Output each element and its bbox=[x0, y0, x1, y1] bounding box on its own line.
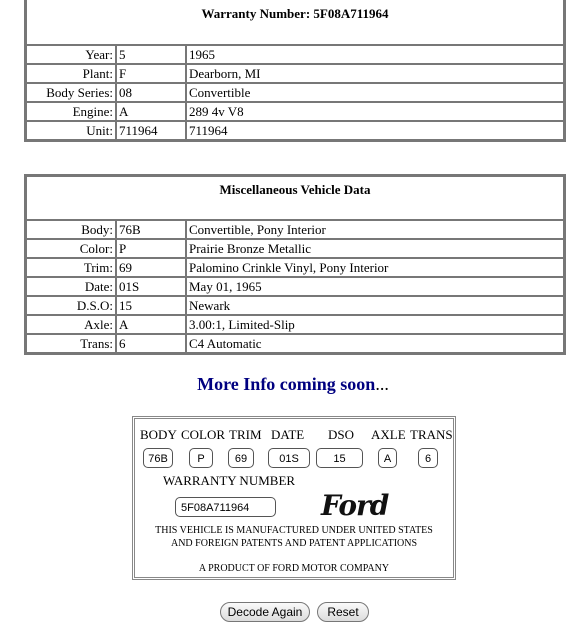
data-plate bbox=[132, 416, 456, 580]
table-row bbox=[26, 277, 564, 296]
table-row bbox=[26, 334, 564, 353]
row-label: Trans: bbox=[26, 334, 116, 353]
row-value: Newark bbox=[186, 296, 564, 315]
more-info-dots: ... bbox=[375, 374, 389, 394]
row-code: A bbox=[116, 102, 186, 121]
row-label: Year: bbox=[26, 45, 116, 64]
row-label: Plant: bbox=[26, 64, 116, 83]
row-value: 1965 bbox=[186, 45, 564, 64]
plate-product-line: A PRODUCT OF FORD MOTOR COMPANY bbox=[198, 563, 390, 574]
row-code: 08 bbox=[116, 83, 186, 102]
table-row bbox=[26, 220, 564, 239]
plate-value-trans: 6 bbox=[418, 448, 438, 468]
ford-logo: Ford bbox=[321, 489, 389, 522]
warranty-title: Warranty Number: 5F08A711964 bbox=[26, 0, 564, 45]
row-label: Date: bbox=[26, 277, 116, 296]
misc-vehicle-table bbox=[24, 174, 566, 355]
table-row bbox=[26, 102, 564, 121]
plate-warranty-label: WARRANTY NUMBER bbox=[163, 473, 296, 488]
row-value: 3.00:1, Limited-Slip bbox=[186, 315, 564, 334]
plate-header-dso: DSO bbox=[328, 427, 355, 442]
row-code: A bbox=[116, 315, 186, 334]
row-value: Prairie Bronze Metallic bbox=[186, 239, 564, 258]
row-value: 711964 bbox=[186, 121, 564, 140]
plate-notice-line1: THIS VEHICLE IS MANUFACTURED UNDER UNITED STATES bbox=[155, 525, 433, 536]
row-value: May 01, 1965 bbox=[186, 277, 564, 296]
plate-header-trim: TRIM bbox=[229, 427, 262, 442]
plate-value-trim: 69 bbox=[228, 448, 254, 468]
row-code: 711964 bbox=[116, 121, 186, 140]
row-value: Convertible, Pony Interior bbox=[186, 220, 564, 239]
row-label: Unit: bbox=[26, 121, 116, 140]
row-value: Dearborn, MI bbox=[186, 64, 564, 83]
row-label: Engine: bbox=[26, 102, 116, 121]
table-row bbox=[26, 258, 564, 277]
plate-header-color: COLOR bbox=[181, 427, 226, 442]
plate-warranty-value: 5F08A711964 bbox=[175, 497, 276, 517]
row-value: Palomino Crinkle Vinyl, Pony Interior bbox=[186, 258, 564, 277]
row-code: 15 bbox=[116, 296, 186, 315]
plate-value-date: 01S bbox=[268, 448, 310, 468]
plate-notice-line2: AND FOREIGN PATENTS AND PATENT APPLICATIONS bbox=[170, 538, 418, 549]
plate-value-axle: A bbox=[378, 448, 397, 468]
table-row bbox=[26, 83, 564, 102]
misc-title: Miscellaneous Vehicle Data bbox=[26, 176, 564, 220]
row-value: C4 Automatic bbox=[186, 334, 564, 353]
table-row bbox=[26, 315, 564, 334]
row-label: Color: bbox=[26, 239, 116, 258]
plate-header-trans: TRANS bbox=[410, 427, 453, 442]
table-row bbox=[26, 121, 564, 140]
reset-button[interactable]: Reset bbox=[317, 602, 369, 622]
plate-value-dso: 15 bbox=[316, 448, 363, 468]
warranty-table bbox=[24, 0, 566, 142]
plate-header-body: BODY bbox=[140, 427, 177, 442]
row-code: 01S bbox=[116, 277, 186, 296]
table-row bbox=[26, 64, 564, 83]
more-info-notice bbox=[0, 374, 586, 395]
row-label: Trim: bbox=[26, 258, 116, 277]
row-value: Convertible bbox=[186, 83, 564, 102]
row-value: 289 4v V8 bbox=[186, 102, 564, 121]
row-label: Body Series: bbox=[26, 83, 116, 102]
row-label: Body: bbox=[26, 220, 116, 239]
plate-value-body: 76B bbox=[143, 448, 173, 468]
row-label: Axle: bbox=[26, 315, 116, 334]
table-row bbox=[26, 296, 564, 315]
plate-header-date: DATE bbox=[271, 427, 305, 442]
row-code: F bbox=[116, 64, 186, 83]
row-code: 76B bbox=[116, 220, 186, 239]
table-row bbox=[26, 239, 564, 258]
row-label: D.S.O: bbox=[26, 296, 116, 315]
more-info-text: More Info coming soon bbox=[197, 374, 376, 394]
plate-value-color: P bbox=[189, 448, 213, 468]
plate-header-axle: AXLE bbox=[371, 427, 406, 442]
decode-again-button[interactable]: Decode Again bbox=[220, 602, 310, 622]
row-code: 69 bbox=[116, 258, 186, 277]
row-code: 6 bbox=[116, 334, 186, 353]
row-code: 5 bbox=[116, 45, 186, 64]
table-row bbox=[26, 45, 564, 64]
row-code: P bbox=[116, 239, 186, 258]
